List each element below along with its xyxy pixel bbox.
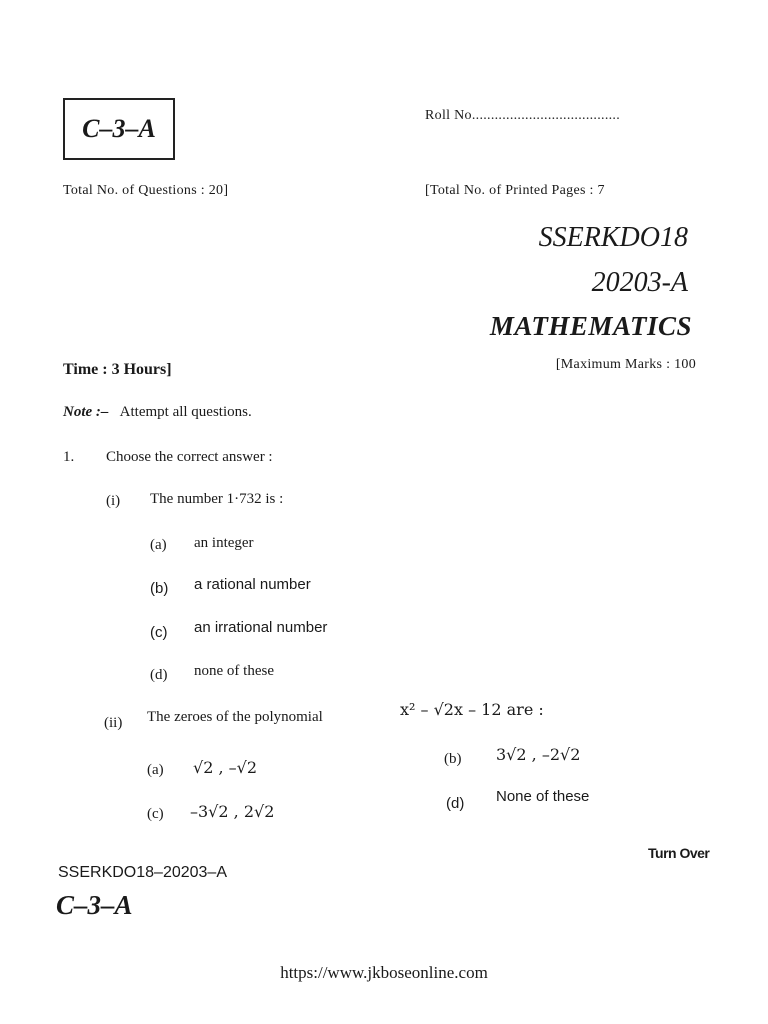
option-1b-label: (b): [150, 580, 169, 597]
footer-paper-code: C–3–A: [56, 890, 133, 920]
option-1c-text: an irrational number: [194, 619, 328, 636]
exam-code: SSERKDO18: [538, 222, 688, 253]
roll-label: Roll No..: [425, 108, 480, 123]
option-2b-text: 3√2 , –2√2: [496, 745, 581, 764]
note-text: Attempt all questions.: [119, 404, 252, 420]
paper-code-box: [63, 98, 175, 160]
time-allowed: Time : 3 Hours]: [63, 361, 172, 378]
option-2c-label: (c): [147, 806, 164, 822]
roll-number-field: [425, 108, 620, 124]
option-1b-text: a rational number: [194, 576, 311, 593]
option-2a-label: (a): [147, 762, 164, 778]
subject-title: MATHEMATICS: [489, 311, 692, 341]
option-2b-label: (b): [444, 751, 462, 767]
option-1a-label: (a): [150, 537, 167, 553]
paper-code: C–3–A: [82, 114, 156, 143]
subquestion-1-number: (i): [106, 493, 121, 509]
question-1-number: 1.: [63, 449, 75, 465]
roll-dots: .....................................: [479, 108, 621, 123]
footer-code: SSERKDO18–20203–A: [58, 864, 227, 881]
note-label: Note :–: [63, 404, 109, 420]
option-1c-label: (c): [150, 624, 168, 641]
option-1d-label: (d): [150, 667, 168, 683]
option-2a-text: √2 , –√2: [193, 758, 258, 777]
subquestion-1-text: The number 1·732 is :: [150, 491, 284, 507]
option-1a-text: an integer: [194, 535, 254, 551]
footer-url[interactable]: https://www.jkboseonline.com: [280, 963, 488, 982]
turn-over-label: Turn Over: [648, 845, 710, 861]
polynomial-expression: x² – √2x – 12 are :: [400, 700, 544, 719]
exam-subcode: 20203-A: [591, 267, 688, 298]
printed-pages: [Total No. of Printed Pages : 7: [425, 183, 605, 198]
subquestion-2-number: (ii): [104, 715, 123, 731]
subquestion-2-text: The zeroes of the polynomial: [147, 709, 323, 725]
maximum-marks: [Maximum Marks : 100: [555, 357, 696, 372]
option-1d-text: none of these: [194, 663, 274, 679]
total-questions: Total No. of Questions : 20]: [63, 183, 229, 198]
option-2c-text: –3√2 , 2√2: [190, 802, 275, 821]
note-line: [63, 404, 252, 421]
option-2d-text: None of these: [496, 788, 590, 805]
question-1-text: Choose the correct answer :: [106, 449, 273, 465]
option-2d-label: (d): [446, 795, 465, 812]
